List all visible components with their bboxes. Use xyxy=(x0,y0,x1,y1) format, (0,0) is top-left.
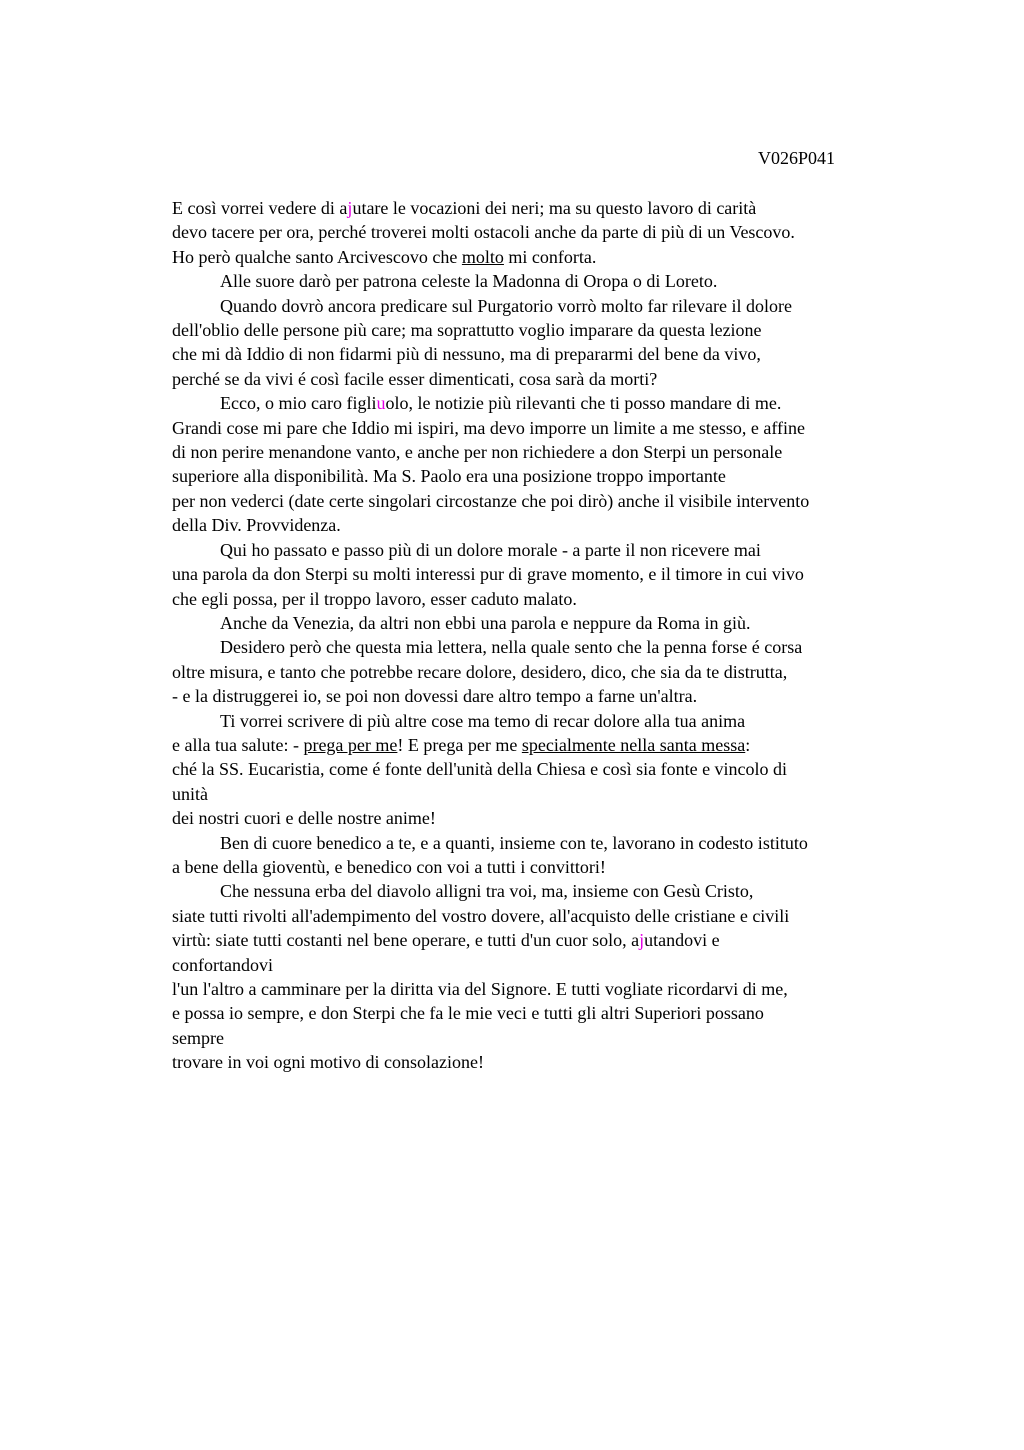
text-line xyxy=(172,831,932,855)
text-run: ! E prega per me xyxy=(397,734,522,755)
underlined-text: prega per me xyxy=(303,734,398,755)
text-run: perché se da vivi é così facile esser dimenticati, cosa sarà da morti? xyxy=(172,368,658,389)
text-line xyxy=(172,1050,932,1074)
text-line xyxy=(172,269,932,293)
text-run: Qui ho passato e passo più di un dolore morale - a parte il non ricevere mai xyxy=(220,539,761,560)
text-run: Quando dovrò ancora predicare sul Purgatorio vorrò molto far rilevare il dolore xyxy=(220,295,792,316)
text-line xyxy=(172,977,932,1001)
text-line xyxy=(172,904,932,928)
text-line xyxy=(172,635,932,659)
text-line xyxy=(172,1001,932,1025)
text-run: che egli possa, per il troppo lavoro, esser caduto malato. xyxy=(172,588,577,609)
text-line xyxy=(172,342,932,366)
text-run: a bene della gioventù, e benedico con voi a tutti i convittori! xyxy=(172,856,606,877)
underlined-text: specialmente nella santa messa xyxy=(521,734,746,755)
text-run: confortandovi xyxy=(172,954,273,975)
text-run: virtù: siate tutti costanti nel bene operare, e tutti d'un cuor solo, a xyxy=(172,930,640,951)
highlighted-letter: j xyxy=(347,198,353,218)
text-line xyxy=(172,660,932,684)
text-run: devo tacere per ora, perché troverei molti ostacoli anche da parte di più di un Vescovo. xyxy=(172,222,795,243)
underlined-text: molto xyxy=(461,246,504,267)
text-run: Ti vorrei scrivere di più altre cose ma temo di recar dolore alla tua anima xyxy=(220,710,746,731)
text-line xyxy=(172,806,932,830)
text-line xyxy=(172,318,932,342)
text-line xyxy=(172,294,932,318)
text-run: dell'oblio delle persone più care; ma soprattutto voglio imparare da questa lezione xyxy=(172,320,762,341)
text-run: per non vederci (date certe singolari circostanze che poi dirò) anche il visibile intervento xyxy=(172,490,810,511)
text-line xyxy=(172,733,932,757)
text-run: - e la distruggerei io, se poi non dovessi dare altro tempo a farne un'altra. xyxy=(172,686,698,707)
text-line xyxy=(172,953,932,977)
text-run: Ho però qualche santo Arcivescovo che xyxy=(172,246,462,267)
text-line xyxy=(172,367,932,391)
text-line xyxy=(172,709,932,733)
highlighted-letter: j xyxy=(639,930,645,951)
page-reference-code: V026P041 xyxy=(758,148,836,168)
text-run: Grandi cose mi pare che Iddio mi ispiri, ma devo imporre un limite a me stesso, e affine xyxy=(172,417,805,438)
text-run: dei nostri cuori e delle nostre anime! xyxy=(172,808,436,829)
text-run: unità xyxy=(172,783,208,804)
text-line xyxy=(172,391,932,415)
text-run: superiore alla disponibilità. Ma S. Paolo era una posizione troppo importante xyxy=(172,466,726,487)
text-run: Ecco, o mio caro figli xyxy=(220,393,377,414)
text-run: Alle suore darò per patrona celeste la Madonna di Oropa o di Loreto. xyxy=(220,271,718,292)
text-run: l'un l'altro a camminare per la diritta via del Signore. E tutti vogliate ricordarvi di me, xyxy=(172,979,788,999)
text-line xyxy=(172,196,932,220)
text-line xyxy=(172,538,932,562)
text-run: E così vorrei vedere di a xyxy=(172,198,348,218)
text-run: Anche da Venezia, da altri non ebbi una parola e neppure da Roma in giù. xyxy=(220,612,751,633)
text-line xyxy=(172,220,932,244)
text-line xyxy=(172,611,932,635)
text-run: che mi dà Iddio di non fidarmi più di nessuno, ma di prepararmi del bene da vivo, xyxy=(172,344,761,365)
text-run: utandovi e xyxy=(644,930,720,951)
text-run: di non perire menandone vanto, e anche per non richiedere a don Sterpi un personale xyxy=(172,442,783,463)
text-run: : xyxy=(745,734,751,755)
text-line xyxy=(172,855,932,879)
text-line xyxy=(172,464,932,488)
text-line xyxy=(172,587,932,611)
text-run: e possa io sempre, e don Sterpi che fa le mie veci e tutti gli altri Superiori possano xyxy=(172,1003,764,1024)
text-run: olo, le notizie più rilevanti che ti posso mandare di me. xyxy=(385,393,782,414)
text-line xyxy=(172,684,932,708)
text-run: Ben di cuore benedico a te, e a quanti, insieme con te, lavorano in codesto istituto xyxy=(220,832,808,853)
text-line xyxy=(172,1026,932,1050)
text-line xyxy=(172,440,932,464)
text-run: della Div. Provvidenza. xyxy=(172,515,341,536)
text-line xyxy=(172,928,932,952)
text-line xyxy=(172,489,932,513)
text-line xyxy=(172,245,932,269)
text-run: siate tutti rivolti all'adempimento del vostro dovere, all'acquisto delle cristiane e civili xyxy=(172,905,790,926)
letter-body xyxy=(172,196,932,1075)
text-line xyxy=(172,562,932,586)
text-run: e alla tua salute: - xyxy=(172,734,304,755)
text-run: mi conforta. xyxy=(503,246,597,267)
text-run: sempre xyxy=(172,1027,224,1048)
text-run: Che nessuna erba del diavolo alligni tra voi, ma, insieme con Gesù Cristo, xyxy=(220,881,754,902)
text-run: trovare in voi ogni motivo di consolazione! xyxy=(172,1052,484,1073)
text-run: ché la SS. Eucaristia, come é fonte dell'unità della Chiesa e così sia fonte e vincolo di xyxy=(172,759,788,780)
text-run: una parola da don Sterpi su molti interessi pur di grave momento, e il timore in cui vivo xyxy=(172,564,804,585)
text-line xyxy=(172,513,932,537)
text-line xyxy=(172,416,932,440)
text-run: Desidero però che questa mia lettera, nella quale sento che la penna forse é corsa xyxy=(220,637,803,658)
text-line xyxy=(172,757,932,781)
text-run: oltre misura, e tanto che potrebbe recare dolore, desidero, dico, che sia da te distrutta, xyxy=(172,661,788,682)
text-run: utare le vocazioni dei neri; ma su questo lavoro di carità xyxy=(352,198,757,218)
highlighted-letter: u xyxy=(376,393,386,414)
text-line xyxy=(172,782,932,806)
text-line xyxy=(172,879,932,903)
